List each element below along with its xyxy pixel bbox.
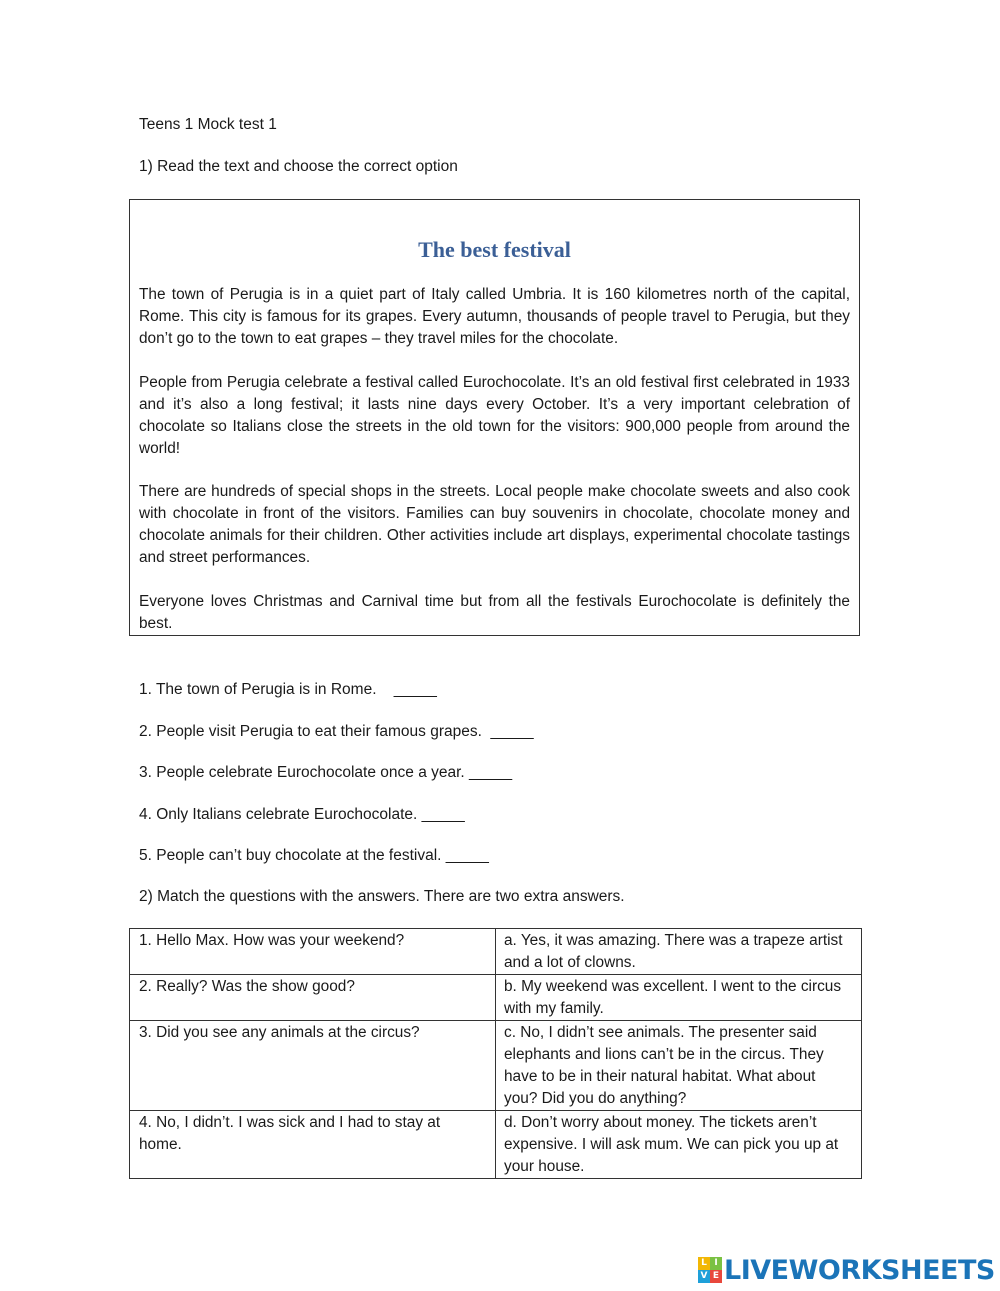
question-cell: 2. Really? Was the show good? <box>130 975 496 1021</box>
question-cell: 4. No, I didn’t. I was sick and I had to stay at home. <box>130 1111 496 1179</box>
statement-item[interactable]: 5. People can’t buy chocolate at the festival. _____ <box>139 847 489 865</box>
answer-cell: d. Don’t worry about money. The tickets aren’t expensive. I will ask mum. We can pick you up at your house. <box>496 1111 862 1179</box>
table-row <box>130 1021 862 1111</box>
question-cell: 3. Did you see any animals at the circus? <box>130 1021 496 1111</box>
table-row <box>130 929 862 975</box>
instruction-reading: 1) Read the text and choose the correct option <box>139 158 458 175</box>
table-row <box>130 1111 862 1179</box>
statement-item[interactable]: 3. People celebrate Eurochocolate once a year. _____ <box>139 764 513 782</box>
statement-item[interactable]: 1. The town of Perugia is in Rome. _____ <box>139 681 437 698</box>
reading-paragraph: People from Perugia celebrate a festival called Eurochocolate. It’s an old festival first celebrated in 1933 and it’s also a long festival; it lasts nine days every October. It’s a very important celebration of chocolate so Italians close the streets in the old town for the visitors: 900,000 people from around the world! <box>139 373 850 457</box>
instruction-matching: 2) Match the questions with the answers. There are two extra answers. <box>139 888 625 905</box>
answer-cell: a. Yes, it was amazing. There was a trapeze artist and a lot of clowns. <box>496 929 862 975</box>
statement-item[interactable]: 4. Only Italians celebrate Eurochocolate. _____ <box>139 805 465 823</box>
reading-text-box <box>129 199 860 636</box>
liveworksheets-logo[interactable] <box>698 1255 995 1285</box>
reading-paragraph: Everyone loves Christmas and Carnival time but from all the festivals Eurochocolate is definitely the best. <box>139 592 850 632</box>
liveworksheets-logo-icon: L I V E <box>698 1257 722 1283</box>
reading-title: The best festival <box>418 237 571 262</box>
statement-item[interactable]: 2. People visit Perugia to eat their famous grapes. _____ <box>139 722 534 740</box>
answer-cell: b. My weekend was excellent. I went to the circus with my family. <box>496 975 862 1021</box>
reading-paragraph: There are hundreds of special shops in the streets. Local people make chocolate sweets and also cook with chocolate in front of the visitors. Families can buy souvenirs in chocolate, chocolate money and chocolate animals for their children. Other activities include art displays, experimental chocolate tastings and street performances. <box>139 483 850 566</box>
answer-cell: c. No, I didn’t see animals. The presenter said elephants and lions can’t be in the circus. They have to be in their natural habitat. What about you? Did you do anything? <box>496 1021 862 1111</box>
table-row <box>130 975 862 1021</box>
question-cell: 1. Hello Max. How was your weekend? <box>130 929 496 975</box>
matching-table <box>129 928 862 1179</box>
reading-paragraph: The town of Perugia is in a quiet part of Italy called Umbria. It is 160 kilometres north of the capital, Rome. This city is famous for its grapes. Every autumn, thousands of people travel to Perugia, but they don’t go to the town to eat grapes – they travel miles for the chocolate. <box>139 286 850 347</box>
page-title: Teens 1 Mock test 1 <box>139 116 277 133</box>
liveworksheets-logo-text: LIVEWORKSHEETS <box>724 1254 995 1286</box>
statement-list <box>139 680 534 888</box>
